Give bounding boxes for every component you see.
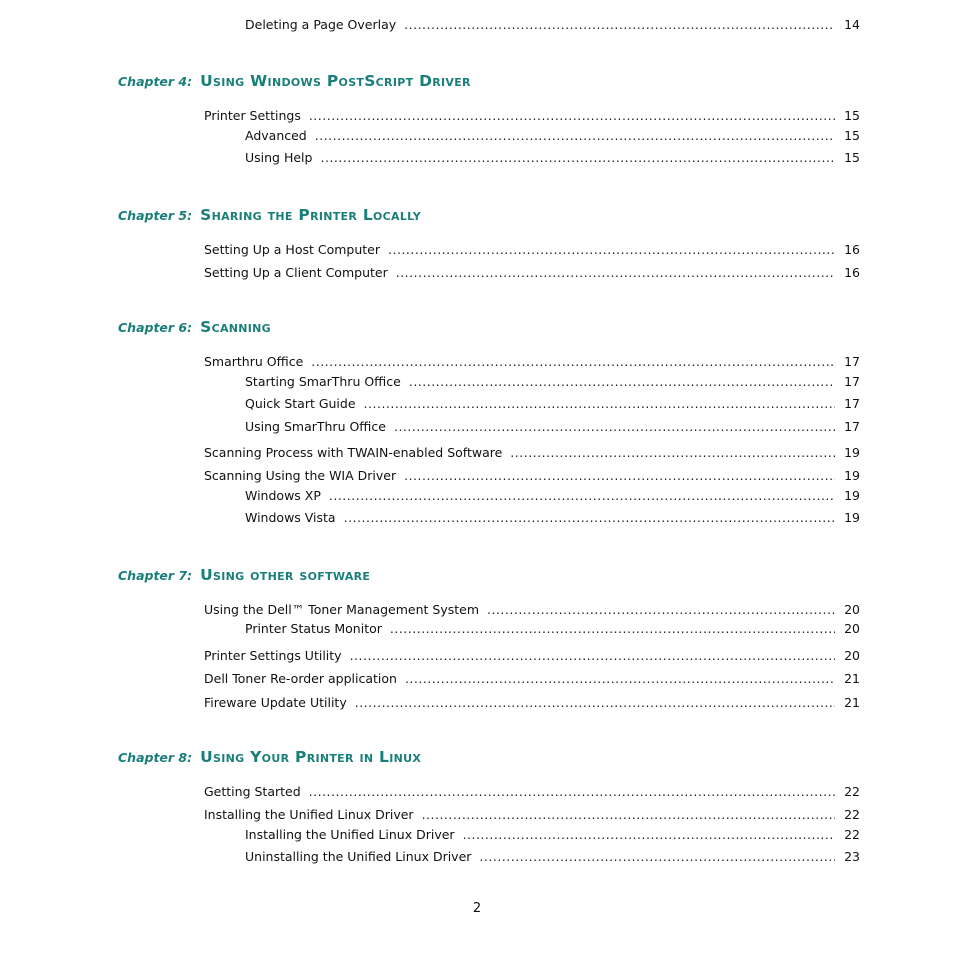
- chapter-title: Using Your Printer in Linux: [200, 748, 422, 766]
- toc-entry-title: Scanning Process with TWAIN-enabled Software: [204, 445, 503, 460]
- dot-leader: [396, 265, 835, 281]
- chapter-number: Chapter 4:: [118, 74, 193, 89]
- chapter-number: Chapter 6:: [118, 320, 193, 335]
- toc-entry-page: 19: [844, 488, 860, 503]
- dot-leader: [364, 396, 835, 412]
- toc-entry-page: 23: [844, 849, 860, 864]
- chapter-number: Chapter 8:: [118, 750, 193, 765]
- dot-leader: [350, 648, 835, 664]
- toc-entry-page: 20: [844, 648, 860, 663]
- chapter-title: Using other software: [200, 566, 371, 584]
- page-number: 2: [472, 901, 482, 916]
- dot-leader: [487, 602, 835, 618]
- toc-entry[interactable]: [204, 242, 860, 258]
- dot-leader: [463, 827, 835, 843]
- toc-entry[interactable]: [245, 849, 860, 865]
- toc-entry-page: 17: [844, 419, 860, 434]
- toc-entry-title: Smarthru Office: [204, 354, 304, 369]
- toc-entry-page: 17: [844, 374, 860, 389]
- chapter-title: Scanning: [200, 318, 272, 336]
- toc-entry[interactable]: [204, 807, 860, 823]
- toc-entry[interactable]: [245, 374, 860, 390]
- toc-entry-page: 22: [844, 827, 860, 842]
- dot-leader: [315, 128, 835, 144]
- toc-entry-title: Dell Toner Re-order application: [204, 671, 397, 686]
- toc-entry-page: 17: [844, 396, 860, 411]
- chapter-heading: [118, 318, 271, 336]
- toc-entry-title: Windows Vista: [245, 510, 336, 525]
- toc-entry[interactable]: [245, 128, 860, 144]
- chapter-number: Chapter 7:: [118, 568, 193, 583]
- dot-leader: [311, 354, 835, 370]
- toc-entry-title: Starting SmarThru Office: [245, 374, 401, 389]
- toc-entry[interactable]: [204, 602, 860, 618]
- toc-entry-page: 15: [844, 150, 860, 165]
- toc-entry-page: 19: [844, 510, 860, 525]
- toc-entry-title: Setting Up a Host Computer: [204, 242, 380, 257]
- toc-entry-title: Quick Start Guide: [245, 396, 356, 411]
- toc-entry[interactable]: [204, 784, 860, 800]
- chapter-title: Using Windows PostScript Driver: [200, 72, 471, 90]
- toc-entry[interactable]: [204, 648, 860, 664]
- toc-entry-title: Printer Status Monitor: [245, 621, 382, 636]
- toc-entry[interactable]: [245, 150, 860, 166]
- dot-leader: [320, 150, 835, 166]
- toc-entry-page: 19: [844, 468, 860, 483]
- toc-entry-page: 21: [844, 671, 860, 686]
- toc-entry[interactable]: [204, 265, 860, 281]
- toc-entry-page: 14: [844, 17, 860, 32]
- toc-entry-title: Fireware Update Utility: [204, 695, 347, 710]
- toc-entry-title: Printer Settings: [204, 108, 301, 123]
- toc-entry[interactable]: [245, 17, 860, 33]
- dot-leader: [309, 108, 835, 124]
- dot-leader: [390, 621, 835, 637]
- toc-entry-title: Using the Dell™ Toner Management System: [204, 602, 479, 617]
- dot-leader: [510, 445, 835, 461]
- toc-entry-page: 16: [844, 265, 860, 280]
- toc-entry-title: Windows XP: [245, 488, 321, 503]
- toc-entry[interactable]: [204, 354, 860, 370]
- toc-entry[interactable]: [204, 671, 860, 687]
- chapter-number: Chapter 5:: [118, 208, 193, 223]
- toc-entry[interactable]: [245, 827, 860, 843]
- toc-entry[interactable]: [245, 621, 860, 637]
- toc-entry-page: 22: [844, 784, 860, 799]
- toc-entry[interactable]: [245, 488, 860, 504]
- dot-leader: [405, 671, 835, 687]
- chapter-heading: [118, 748, 421, 766]
- dot-leader: [329, 488, 835, 504]
- toc-entry-title: Setting Up a Client Computer: [204, 265, 388, 280]
- toc-entry-title: Printer Settings Utility: [204, 648, 342, 663]
- toc-entry-page: 20: [844, 602, 860, 617]
- toc-entry[interactable]: [204, 468, 860, 484]
- toc-entry-title: Scanning Using the WIA Driver: [204, 468, 397, 483]
- dot-leader: [404, 468, 835, 484]
- toc-entry[interactable]: [204, 695, 860, 711]
- toc-entry-title: Using SmarThru Office: [245, 419, 386, 434]
- toc-entry-title: Installing the Unified Linux Driver: [204, 807, 414, 822]
- toc-entry[interactable]: [245, 419, 860, 435]
- toc-entry-title: Uninstalling the Unified Linux Driver: [245, 849, 472, 864]
- toc-entry-page: 16: [844, 242, 860, 257]
- dot-leader: [422, 807, 835, 823]
- toc-entry-page: 22: [844, 807, 860, 822]
- dot-leader: [355, 695, 835, 711]
- toc-entry-page: 17: [844, 354, 860, 369]
- dot-leader: [394, 419, 835, 435]
- toc-entry-title: Getting Started: [204, 784, 301, 799]
- toc-entry-page: 15: [844, 128, 860, 143]
- chapter-heading: [118, 206, 421, 224]
- dot-leader: [309, 784, 835, 800]
- dot-leader: [479, 849, 835, 865]
- dot-leader: [409, 374, 835, 390]
- chapter-heading: [118, 72, 471, 90]
- dot-leader: [388, 242, 835, 258]
- toc-entry[interactable]: [204, 108, 860, 124]
- dot-leader: [404, 17, 835, 33]
- chapter-heading: [118, 566, 370, 584]
- chapter-title: Sharing the Printer Locally: [200, 206, 422, 224]
- toc-entry-page: 20: [844, 621, 860, 636]
- toc-entry-title: Installing the Unified Linux Driver: [245, 827, 455, 842]
- toc-entry-page: 21: [844, 695, 860, 710]
- toc-entry-page: 15: [844, 108, 860, 123]
- toc-entry-page: 19: [844, 445, 860, 460]
- toc-entry-title: Advanced: [245, 128, 307, 143]
- toc-entry[interactable]: [204, 445, 860, 461]
- toc-entry-title: Deleting a Page Overlay: [245, 17, 397, 32]
- dot-leader: [344, 510, 835, 526]
- toc-entry[interactable]: [245, 510, 860, 526]
- toc-entry[interactable]: [245, 396, 860, 412]
- toc-entry-title: Using Help: [245, 150, 313, 165]
